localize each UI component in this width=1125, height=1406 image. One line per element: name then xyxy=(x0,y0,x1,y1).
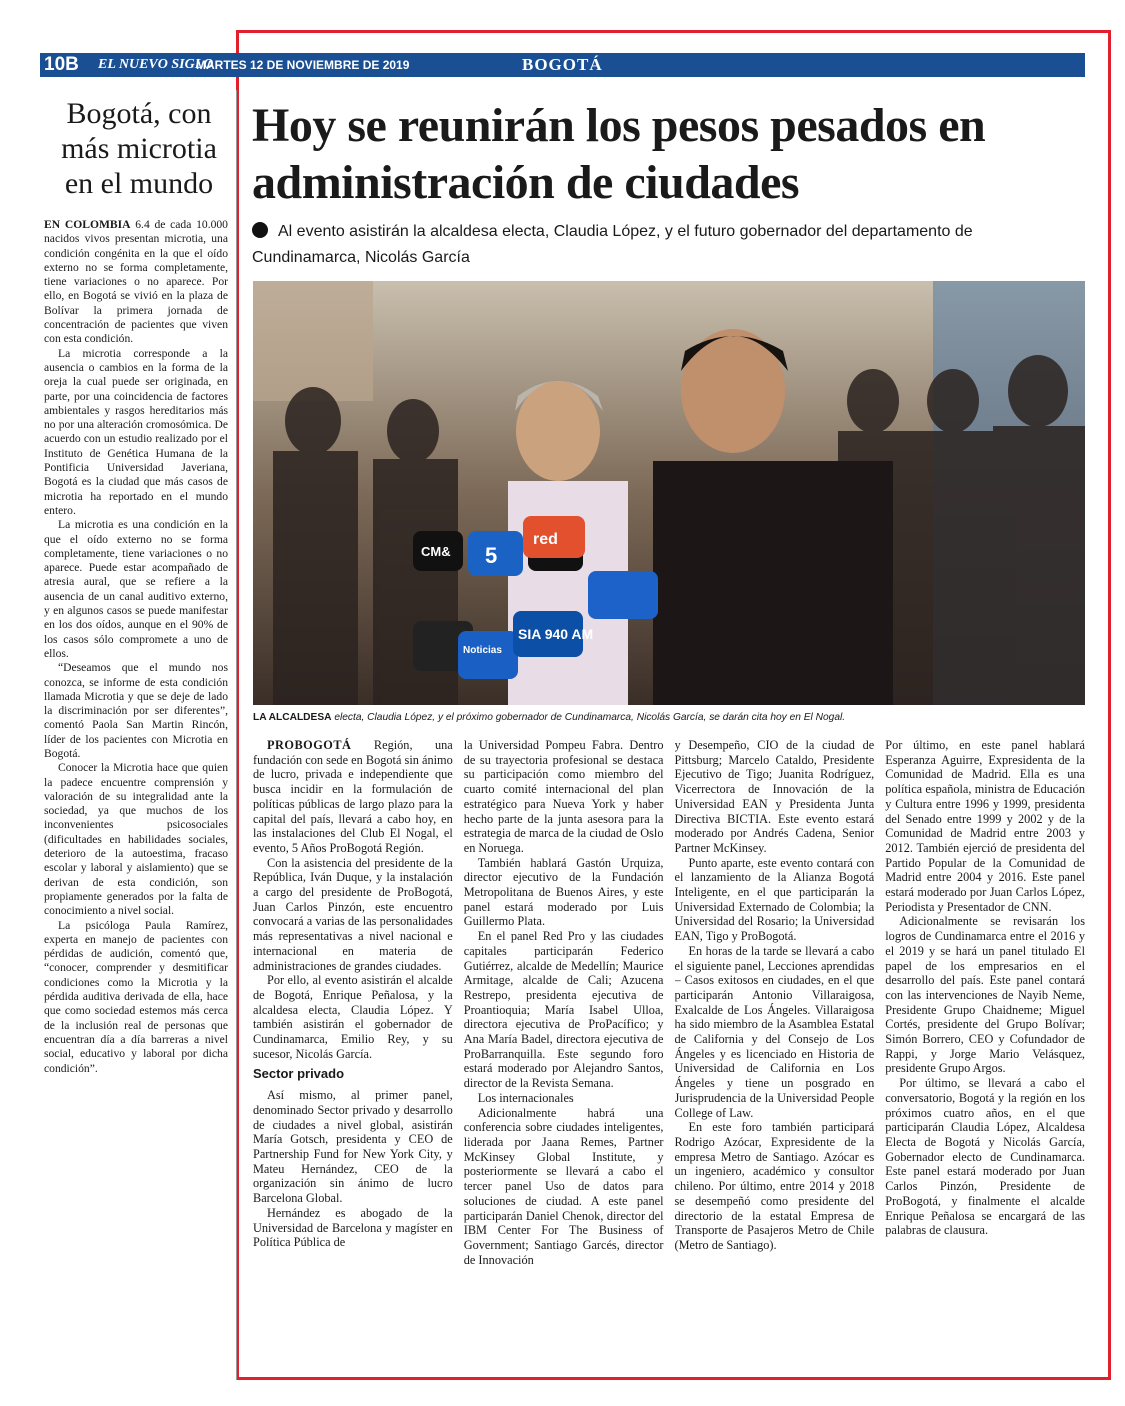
article-paragraph xyxy=(253,738,453,856)
article-paragraph: Por último, se llevará a cabo el conversatorio, Bogotá y la región en los próximos cuatro años, en el que participarán Claudia López, Alcaldesa Electa de Bogotá y Nicolás García, Gobernador electo de Cundinamarca. Este panel estará moderado por Juan Carlos Pinzón, Presidente de ProBogotá, y finalmente el alcalde Enrique Peñalosa se encargará de las palabras de clausura. xyxy=(885,1076,1085,1238)
article-paragraph: Adicionalmente habrá una conferencia sobre ciudades inteligentes, liderada por Jaana Remes, Partner McKinsey Global Institute, y posteriormente se llevará a cabo el tercer panel Uso de datos para soluciones de ciudad. A este panel participarán Daniel Chenok, director del IBM Center For The Business of Government; Santiago Garcés, director de Innovación xyxy=(463,1105,664,1267)
photo-mic-label: CM& xyxy=(421,544,451,559)
article-paragraph: En este foro también participará Rodrigo Azócar, Expresidente de la empresa Metro de Santiago. Azócar es un ingeniero, académico y consultor chileno. Por último, entre 2014 y 2018 se desempeñó como presidente del directorio de la estatal Empresa de Transporte de Pasajeros Metro de Chile (Metro de Santiago). xyxy=(674,1120,875,1252)
sidebar-paragraph: “Deseamos que el mundo nos conozca, se informe de esta condición llamada Microtia y que se deje de lado la discriminación por ser diferentes”, comentó Paola San Martin Rincón, líder de los pacientes con Microtia en Bogotá. xyxy=(44,661,228,760)
article-column-3 xyxy=(675,738,875,1353)
sidebar-title: Bogotá, con más microtia en el mundo xyxy=(61,97,217,200)
photo-caption xyxy=(253,712,1085,723)
article-paragraph: También hablará Gastón Urquiza, director ejecutivo de la Fundación Metropolitana de Buenos Aires, y este panel estará moderado por Luis Guillermo Plata. xyxy=(463,855,664,929)
article-paragraph: y Desempeño, CIO de la ciudad de Pittsburg; Marcelo Cataldo, Presidente Ejecutivo de Tigo; Juanita Rodríguez, Vicerrectora de Innovación de la Universidad EAN y Presidenta Junta Directiva BICTIA. Este evento estará moderado por Andrés Cadena, Senior Partner McKinsey. xyxy=(674,738,875,855)
article-column-1 xyxy=(253,738,453,1353)
article-lead-label: PROBOGOTÁ xyxy=(267,738,352,752)
article-paragraph: la Universidad Pompeu Fabra. Dentro de su trayectoria profesional se destaca su participación como miembro del cuarto comité internacional del plan estratégico para Nueva York y haber hecho parte de la junta asesora para la estrategia de marca de la ciudad de Oslo en Noruega. xyxy=(463,738,664,855)
photo-mic-label: 5 xyxy=(485,543,498,568)
article-paragraph: En horas de la tarde se llevará a cabo el siguiente panel, Lecciones aprendidas – Casos exitosos en ciudades, en el que participarán Antonio Villaraigosa, Exalcalde de Los Ángeles. Villaraigosa ha sido miembro de la Asamblea Estatal de California y del Consejo de Los Ángeles y es licenciado en Historia de Universidad de California en Los Ángeles y tiene un posgrado en Jurisprudencia de la Universidad People College of Law. xyxy=(674,943,875,1120)
section-name: BOGOTÁ xyxy=(522,55,603,74)
caption-lead: LA ALCALDESA xyxy=(253,712,332,723)
bullet-icon xyxy=(252,222,268,238)
sidebar-paragraph: La microtia corresponde a la ausencia o cambios en la forma de la oreja la cual puede ser originada, en parte, por una coincidencia de factores ambientales y rasgos hereditarios más no por una alteración cromosómica. De acuerdo con un estudio realizado por el Instituto de Genética Humana de la Pontificia Universidad Javeriana, Bogotá es la ciudad que más casos de microtia ha reportado en el mundo entero. xyxy=(44,346,228,517)
photo-mic-label: red xyxy=(533,531,558,548)
article-body xyxy=(253,738,1085,1353)
press-conference-photo xyxy=(253,281,1085,705)
article-column-4 xyxy=(885,738,1085,1353)
article-paragraph-text: Región, una fundación con sede en Bogotá sin ánimo de lucro, privada e independiente que busca incidir en la formulación de políticas públicas de largo plazo para la capital del país, llevará a cabo hoy, en las instalaciones del Club El Nogal, el evento, 5 Años ProBogotá Región. xyxy=(253,738,453,855)
sidebar-body xyxy=(44,218,228,1076)
article-paragraph: Por ello, al evento asistirán el alcalde de Bogotá, Enrique Peñalosa, y la alcaldesa electa, Claudia López. Y también asistirán el gobernador de Cundinamarca, Emilio Rey, y su sucesor, Nicolás García. xyxy=(253,973,453,1061)
article-photo xyxy=(253,281,1085,705)
article-paragraph: Punto aparte, este evento contará con el lanzamiento de la Alianza Bogotá Inteligente, en el que participarán la Universidad Externado de Colombia; la Universidad del Rosario; la Universidad EAN, Tigo y ProBogotá. xyxy=(674,855,875,944)
article-paragraph: Los internacionales xyxy=(477,1090,574,1105)
article-paragraph: En el panel Red Pro y las ciudades capitales participarán Federico Gutiérrez, alcalde de Medellín; Maurice Armitage, alcalde de Cali; Azucena Restrepo, presidenta ejecutiva de Proantioquia; María Isabel Ulloa, directora ejecutiva de ProPacífico; y Ana María Badel, directora ejecutiva de ProBarranquilla. Este segundo foro estará moderado por Alejandro Santos, director de la Revista Semana. xyxy=(463,929,664,1091)
newspaper-name: EL NUEVO SIGLO xyxy=(98,57,214,72)
photo-mic-label: SIA 940 AM xyxy=(518,626,594,642)
subsection-heading: Sector privado xyxy=(253,1066,345,1082)
sidebar-paragraph: La psicóloga Paula Ramírez, experta en manejo de pacientes con pérdidas de audición, comentó que, “conocer, comprender y desmitificar condiciones como la Microtia y la pérdida auditiva derivada de ella, hace que como sociedad estemos más cerca de la inclusión real de personas que encuentran día a día barreras a nivel social, educativo y laboral por dicha condición”. xyxy=(44,918,228,1075)
column-divider xyxy=(236,90,237,1380)
article-paragraph: Con la asistencia del presidente de la República, Iván Duque, y la instalación a cargo del presidente de ProBogotá, Juan Carlos Pinzón, este encuentro convocará a varias de las personalidades más representativas a nivel nacional e internacional en materia de administraciones de grandes ciudades. xyxy=(253,855,453,973)
article-paragraph: Por último, en este panel hablará Esperanza Aguirre, Expresidenta de la Comunidad de Madrid. Ella es una política española, ministra de Educación y Cultura entre 1996 y 1999, presidenta del Senado entre 1999 y 2002 y de la Comunidad de Madrid entre 2003 y 2012. También ejerció de presidenta del Partido Popular de la Comunidad de Madrid entre 2004 y 2016. Este panel estará moderado por Juan Carlos López, Periodista y Presentador de CNN. xyxy=(885,738,1085,914)
sidebar-paragraph: Conocer la Microtia hace que quien la padece encuentre comprensión y valoración de su integralidad ante la sociedad, ya que muchos de los inconvenientes psicosociales (dificultades en habilidades sociales, deterioro de la autoestima, fracaso escolar y laboral y aislamiento) que se derivan de esta condición, son propiamente generados por la falta de conocimiento a nivel social. xyxy=(44,761,228,918)
page-number: 10B xyxy=(44,54,79,75)
page-header xyxy=(40,53,1085,77)
article-paragraph: Hernández es abogado de la Universidad de Barcelona y magíster en Política Pública de xyxy=(253,1205,453,1250)
caption-text: electa, Claudia López, y el próximo gobernador de Cundinamarca, Nicolás García, se darán cita hoy en El Nogal. xyxy=(331,712,846,723)
sidebar-lead-label: EN COLOMBIA xyxy=(44,218,131,231)
sidebar-paragraph xyxy=(44,218,228,347)
subhead-text: Al evento asistirán la alcaldesa electa, Claudia López, y el futuro gobernador del departamento de Cundinamarca, Nicolás García xyxy=(252,223,973,266)
sidebar-paragraph: La microtia es una condición en la que el oído externo no se forma completamente, tiene variaciones o no aparece. Puede estar acompañado de atresia aural, que se refiere a la ausencia de un canal auditivo externo, y en algunos casos se puede manifestar en los dos oídos, aunque en el 90% de los casos sólo compromete a uno de ellos. xyxy=(44,518,228,660)
article-subhead xyxy=(252,219,1082,271)
sidebar-paragraph-text: 6.4 de cada 10.000 nacidos vivos presentan microtia, una condición congénita en la que el oído externo no se forma completamente, tiene variaciones o no aparece. Por ello, en Bogotá se vivió en la plaza de Bolívar la primera jornada de concentración de pacientes que viven con esta condición. xyxy=(44,218,228,346)
article-column-2 xyxy=(464,738,664,1353)
article-paragraph: Adicionalmente se revisarán los logros de Cundinamarca entre el 2016 y el 2019 y se hará un panel titulado El papel de los empresarios en el desarrollo del país. Este panel contará con las intervenciones de Nayib Neme, Presidente Grupo Chaidneme; Miguel Cortés, presidente del Grupo Bolívar; Simón Borrero, CEO y Cofundador de Rappi, y Jorge Mario Velásquez, presidente Grupo Argos. xyxy=(885,914,1085,1076)
article-paragraph: Así mismo, al primer panel, denominado Sector privado y desarrollo de ciudades a nivel global, asistirán María Gotsch, presidenta y CEO de Partnership Fund for New York City, y Mateu Hernández, CEO de la organización sin ánimo de lucro Barcelona Global. xyxy=(253,1088,453,1206)
issue-date: MARTES 12 DE NOVIEMBRE DE 2019 xyxy=(196,58,410,72)
article-headline: Hoy se reunirán los pesos pesados en administración de ciudades xyxy=(252,99,986,209)
photo-mic-label: Noticias xyxy=(463,645,502,656)
